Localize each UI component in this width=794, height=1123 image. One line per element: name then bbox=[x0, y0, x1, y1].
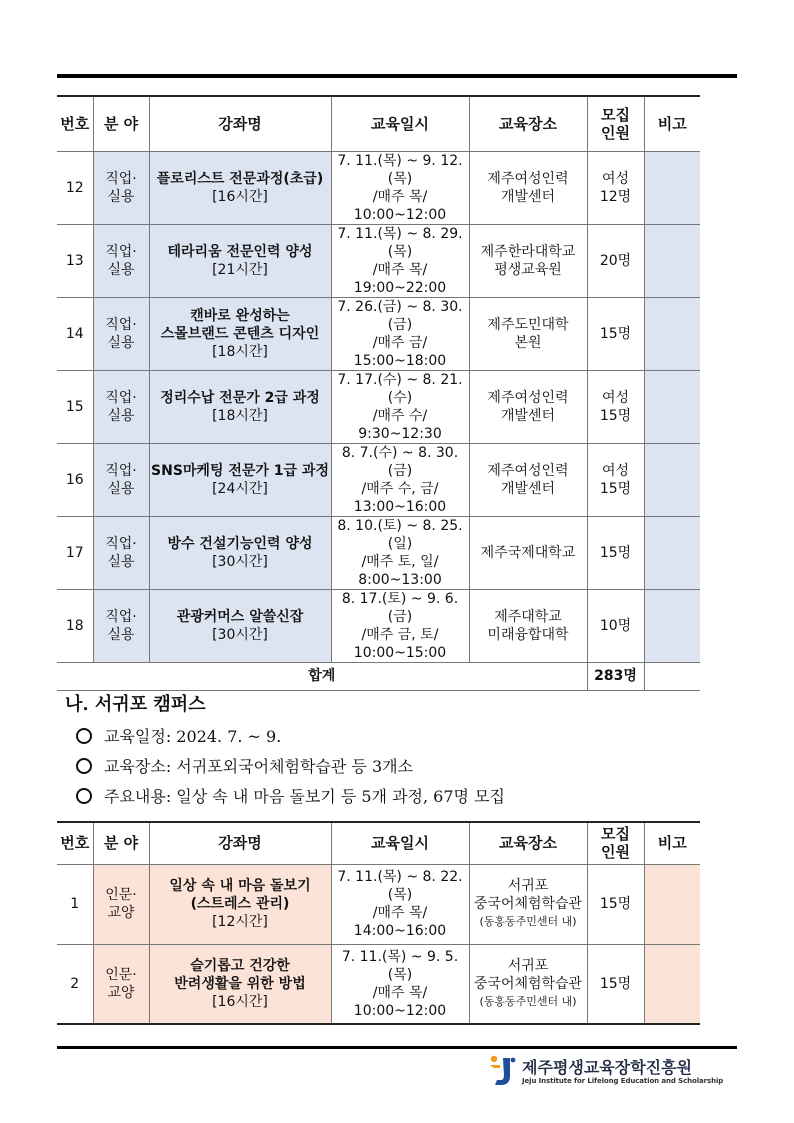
cell-note bbox=[644, 297, 700, 370]
table-header-row bbox=[57, 96, 700, 151]
cell-no: 13 bbox=[57, 224, 93, 297]
cell-field: 직업· 실용 bbox=[93, 516, 149, 589]
cell-location: 제주여성인력 개발센터 bbox=[469, 443, 587, 516]
cell-course: 플로리스트 전문과정(초급) [16시간] bbox=[149, 151, 331, 224]
cell-location: 제주여성인력 개발센터 bbox=[469, 151, 587, 224]
org-logo-mark-icon bbox=[486, 1054, 518, 1088]
cell-capacity: 15명 bbox=[587, 864, 644, 944]
cell-course: 슬기롭고 건강한 반려생활을 위한 방법 [16시간] bbox=[149, 944, 331, 1024]
cell-field: 직업· 실용 bbox=[93, 370, 149, 443]
total-note bbox=[644, 662, 700, 690]
top-rule bbox=[57, 74, 737, 78]
cell-note bbox=[644, 516, 700, 589]
header-location: 교육장소 bbox=[469, 96, 587, 151]
cell-note bbox=[644, 944, 700, 1024]
bullet-schedule: 교육일정: 2024. 7. ~ 9. bbox=[76, 722, 505, 752]
cell-location: 제주여성인력 개발센터 bbox=[469, 370, 587, 443]
section-title: 나. 서귀포 캠퍼스 bbox=[65, 694, 206, 715]
cell-note bbox=[644, 224, 700, 297]
header-note: 비고 bbox=[644, 96, 700, 151]
cell-field: 직업· 실용 bbox=[93, 443, 149, 516]
cell-location: 서귀포 중국어체험학습관 (동홍동주민센터 내) bbox=[469, 944, 587, 1024]
courses-table-jeju bbox=[57, 95, 700, 691]
header-schedule: 교육일시 bbox=[331, 822, 469, 864]
cell-location: 서귀포 중국어체험학습관 (동홍동주민센터 내) bbox=[469, 864, 587, 944]
cell-course: 테라리움 전문인력 양성 [21시간] bbox=[149, 224, 331, 297]
cell-note bbox=[644, 864, 700, 944]
header-capacity: 모집 인원 bbox=[587, 96, 644, 151]
cell-no: 17 bbox=[57, 516, 93, 589]
cell-capacity: 여성 15명 bbox=[587, 443, 644, 516]
cell-course: 방수 건설기능인력 양성 [30시간] bbox=[149, 516, 331, 589]
total-label: 합계 bbox=[57, 662, 587, 690]
org-name-en: Jeju Institute for Lifelong Education and Scholarship bbox=[522, 1077, 724, 1085]
cell-field: 직업· 실용 bbox=[93, 224, 149, 297]
cell-location: 제주대학교 미래융합대학 bbox=[469, 589, 587, 662]
cell-note bbox=[644, 370, 700, 443]
cell-schedule: 7. 11.(목) ~ 9. 12.(목) /매주 목/ 10:00~12:00 bbox=[331, 151, 469, 224]
table-row bbox=[57, 864, 700, 944]
table-row bbox=[57, 297, 700, 370]
cell-schedule: 8. 17.(토) ~ 9. 6.(금) /매주 금, 토/ 10:00~15:00 bbox=[331, 589, 469, 662]
cell-no: 16 bbox=[57, 443, 93, 516]
bullet-location: 교육장소: 서귀포외국어체험학습관 등 3개소 bbox=[76, 752, 505, 782]
circle-bullet-icon bbox=[76, 788, 92, 804]
cell-note bbox=[644, 589, 700, 662]
cell-field: 직업· 실용 bbox=[93, 589, 149, 662]
circle-bullet-icon bbox=[76, 728, 92, 744]
cell-field: 직업· 실용 bbox=[93, 297, 149, 370]
header-course: 강좌명 bbox=[149, 822, 331, 864]
cell-capacity: 10명 bbox=[587, 589, 644, 662]
cell-capacity: 20명 bbox=[587, 224, 644, 297]
header-no: 번호 bbox=[57, 822, 93, 864]
bullet-content: 주요내용: 일상 속 내 마음 돌보기 등 5개 과정, 67명 모집 bbox=[76, 782, 505, 812]
cell-schedule: 7. 26.(금) ~ 8. 30.(금) /매주 금/ 15:00~18:00 bbox=[331, 297, 469, 370]
table-row bbox=[57, 589, 700, 662]
total-row bbox=[57, 662, 700, 690]
cell-schedule: 8. 7.(수) ~ 8. 30.(금) /매주 수, 금/ 13:00~16:00 bbox=[331, 443, 469, 516]
cell-course: 일상 속 내 마음 돌보기 (스트레스 관리) [12시간] bbox=[149, 864, 331, 944]
table-row bbox=[57, 944, 700, 1024]
cell-no: 15 bbox=[57, 370, 93, 443]
header-field: 분 야 bbox=[93, 96, 149, 151]
cell-no: 14 bbox=[57, 297, 93, 370]
cell-course: 관광커머스 알쓸신잡 [30시간] bbox=[149, 589, 331, 662]
cell-note bbox=[644, 443, 700, 516]
cell-field: 직업· 실용 bbox=[93, 151, 149, 224]
cell-course: 정리수납 전문가 2급 과정 [18시간] bbox=[149, 370, 331, 443]
header-location: 교육장소 bbox=[469, 822, 587, 864]
cell-no: 18 bbox=[57, 589, 93, 662]
courses-table-seogwipo bbox=[57, 821, 700, 1025]
header-field: 분 야 bbox=[93, 822, 149, 864]
cell-capacity: 여성 15명 bbox=[587, 370, 644, 443]
cell-schedule: 7. 11.(목) ~ 9. 5.(목) /매주 목/ 10:00~12:00 bbox=[331, 944, 469, 1024]
cell-schedule: 8. 10.(토) ~ 8. 25.(일) /매주 토, 일/ 8:00~13:00 bbox=[331, 516, 469, 589]
section-bullets bbox=[76, 722, 505, 812]
table-row bbox=[57, 151, 700, 224]
header-schedule: 교육일시 bbox=[331, 96, 469, 151]
table-row bbox=[57, 443, 700, 516]
cell-no: 1 bbox=[57, 864, 93, 944]
org-logo bbox=[486, 1054, 724, 1090]
table-row bbox=[57, 370, 700, 443]
cell-field: 인문· 교양 bbox=[93, 864, 149, 944]
cell-location: 제주도민대학 본원 bbox=[469, 297, 587, 370]
cell-schedule: 7. 11.(목) ~ 8. 22.(목) /매주 목/ 14:00~16:00 bbox=[331, 864, 469, 944]
bottom-rule bbox=[57, 1046, 737, 1049]
cell-note bbox=[644, 151, 700, 224]
header-no: 번호 bbox=[57, 96, 93, 151]
cell-course: 캔바로 완성하는 스몰브랜드 콘텐츠 디자인 [18시간] bbox=[149, 297, 331, 370]
cell-capacity: 15명 bbox=[587, 297, 644, 370]
cell-location: 제주한라대학교 평생교육원 bbox=[469, 224, 587, 297]
cell-location: 제주국제대학교 bbox=[469, 516, 587, 589]
cell-no: 12 bbox=[57, 151, 93, 224]
org-name-ko: 제주평생교육장학진흥원 bbox=[522, 1058, 693, 1077]
total-value: 283명 bbox=[587, 662, 644, 690]
cell-schedule: 7. 17.(수) ~ 8. 21.(수) /매주 수/ 9:30~12:30 bbox=[331, 370, 469, 443]
circle-bullet-icon bbox=[76, 758, 92, 774]
table-row bbox=[57, 516, 700, 589]
header-course: 강좌명 bbox=[149, 96, 331, 151]
cell-field: 인문· 교양 bbox=[93, 944, 149, 1024]
header-capacity: 모집 인원 bbox=[587, 822, 644, 864]
cell-capacity: 15명 bbox=[587, 944, 644, 1024]
cell-schedule: 7. 11.(목) ~ 8. 29.(목) /매주 목/ 19:00~22:00 bbox=[331, 224, 469, 297]
header-note: 비고 bbox=[644, 822, 700, 864]
cell-course: SNS마케팅 전문가 1급 과정 [24시간] bbox=[149, 443, 331, 516]
cell-capacity: 15명 bbox=[587, 516, 644, 589]
table-header-row bbox=[57, 822, 700, 864]
table-row bbox=[57, 224, 700, 297]
cell-no: 2 bbox=[57, 944, 93, 1024]
cell-capacity: 여성 12명 bbox=[587, 151, 644, 224]
